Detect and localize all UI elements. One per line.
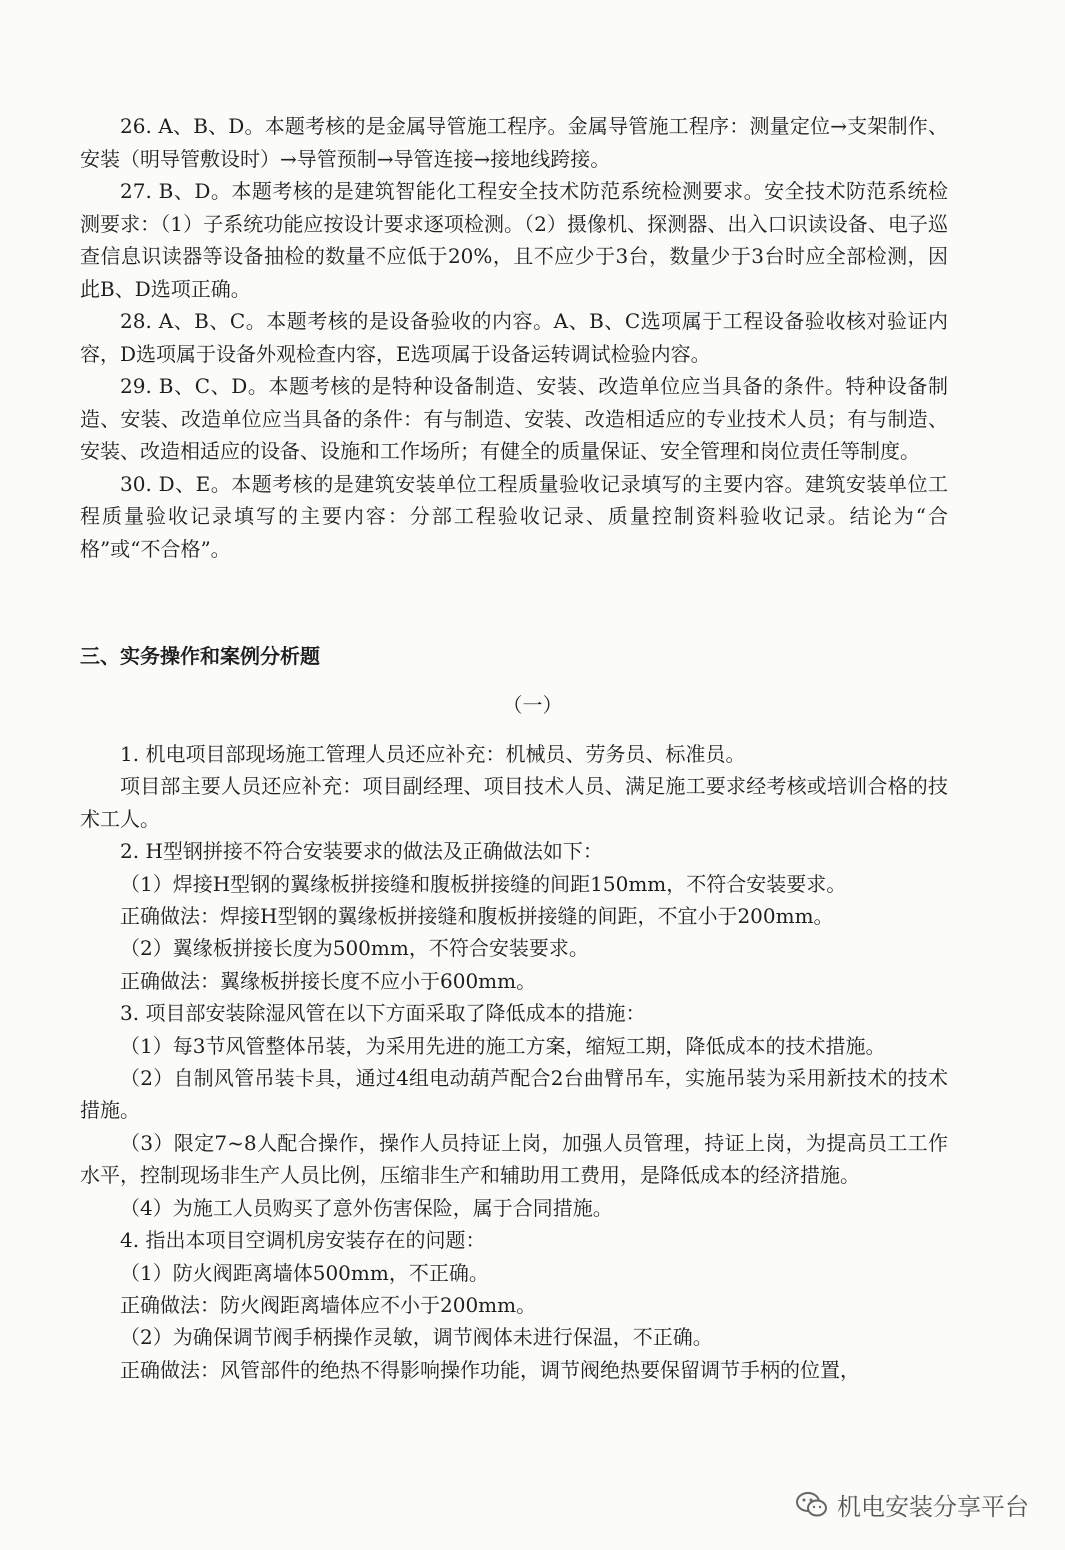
case-line: （2）自制风管吊装卡具，通过4组电动葫芦配合2台曲臂吊车，实施吊装为采用新技术的技术措施。	[80, 1066, 948, 1123]
section-title: 三、实务操作和案例分析题	[80, 644, 320, 668]
case-line: 项目部主要人员还应补充：项目副经理、项目技术人员、满足施工要求经考核或培训合格的技术工人。	[80, 774, 948, 831]
case-line: （3）限定7~8人配合操作，操作人员持证上岗，加强人员管理，持证上岗，为提高员工工作水平，控制现场非生产人员比例，压缩非生产和辅助用工费用，是降低成本的经济措施。	[80, 1130, 948, 1188]
answer-27: 27. B、D。本题考核的是建筑智能化工程安全技术防范系统检测要求。安全技术防范系统检测要求：（1）子系统功能应按设计要求逐项检测。（2）摄像机、探测器、出入口识读设备、电子巡查信息识读器等设备抽检的数量不应低于20%，且不应少于3台，数量少于3台时应全部检测，因此B、D选项正确。	[80, 179, 948, 301]
case-line: 2. H型钢拼接不符合安装要求的做法及正确做法如下：	[120, 839, 603, 864]
case-answers-block	[80, 738, 948, 1386]
case-number: （一）	[502, 693, 563, 717]
case-line: （2）为确保调节阀手柄操作灵敏，调节阀体未进行保温，不正确。	[120, 1325, 713, 1350]
case-line: 4. 指出本项目空调机房安装存在的问题：	[120, 1228, 486, 1253]
answers-block	[80, 110, 948, 565]
case-line: （4）为施工人员购买了意外伤害保险，属于合同措施。	[120, 1195, 613, 1220]
answer-26: 26. A、B、D。本题考核的是金属导管施工程序。金属导管施工程序：测量定位→支架制作、安装（明导管敷设时）→导管预制→导管连接→接地线跨接。	[80, 114, 948, 171]
watermark-text: 机电安装分享平台	[837, 1493, 1029, 1521]
case-line: 正确做法：翼缘板拼接长度不应小于600mm。	[120, 968, 537, 993]
case-line: 正确做法：焊接H型钢的翼缘板拼接缝和腹板拼接缝的间距，不宜小于200mm。	[120, 904, 834, 929]
case-line: 正确做法：防火阀距离墙体应不小于200mm。	[120, 1292, 537, 1317]
case-line: （2）翼缘板拼接长度为500mm，不符合安装要求。	[120, 936, 589, 961]
case-line: （1）焊接H型钢的翼缘板拼接缝和腹板拼接缝的间距150mm，不符合安装要求。	[120, 871, 847, 896]
case-line: （1）每3节风管整体吊装，为采用先进的施工方案，缩短工期，降低成本的技术措施。	[120, 1033, 886, 1058]
case-line: （1）防火阀距离墙体500mm，不正确。	[120, 1260, 489, 1285]
case-line: 正确做法：风管部件的绝热不得影响操作功能，调节阀绝热要保留调节手柄的位置，	[120, 1357, 860, 1382]
answer-29: 29. B、C、D。本题考核的是特种设备制造、安装、改造单位应当具备的条件。特种设备制造、安装、改造单位应当具备的条件：有与制造、安装、改造相适应的专业技术人员；有与制造、安装、改造相适应的设备、设施和工作场所；有健全的质量保证、安全管理和岗位责任等制度。	[80, 374, 948, 463]
watermark	[795, 1487, 1029, 1522]
answer-28: 28. A、B、C。本题考核的是设备验收的内容。A、B、C选项属于工程设备验收核对验证内容，D选项属于设备外观检查内容，E选项属于设备运转调试检验内容。	[80, 309, 948, 366]
wechat-icon	[795, 1491, 829, 1519]
case-line: 3. 项目部安装除湿风管在以下方面采取了降低成本的措施：	[120, 1001, 646, 1026]
case-line: 1. 机电项目部现场施工管理人员还应补充：机械员、劳务员、标准员。	[120, 742, 746, 766]
answer-30: 30. D、E。本题考核的是建筑安装单位工程质量验收记录填写的主要内容。建筑安装单位工程质量验收记录填写的主要内容：分部工程验收记录、质量控制资料验收记录。结论为“合格”或“不合格”。	[80, 471, 948, 561]
